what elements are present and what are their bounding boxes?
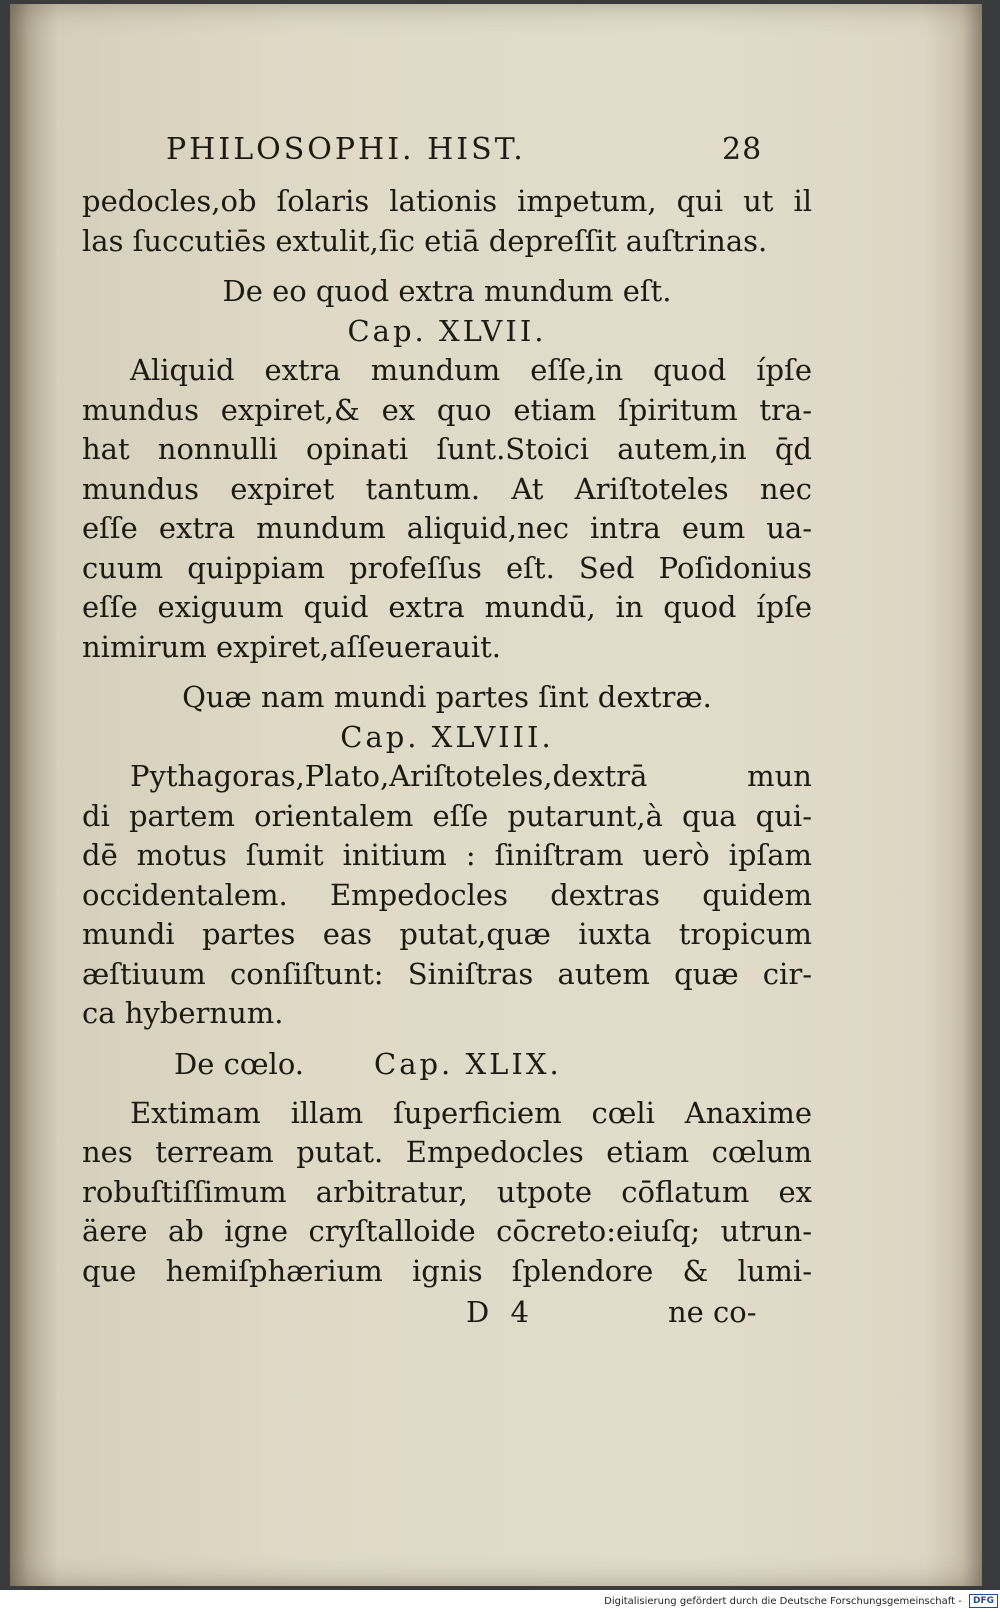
- chapter-number: Cap. XLVIII.: [340, 720, 554, 754]
- body-line: mundus expiret,& ex quo etiam ſpiritum tra-: [82, 392, 812, 427]
- body-line: æſtiuum conſiſtunt: Siniſtras autem quæ cir-: [82, 956, 812, 991]
- continuation-line: las ſuccutiēs extulit,ſic etiā depreſſit auſtrinas.: [82, 223, 768, 258]
- body-line: mundus expiret tantum. At Ariſtoteles nec: [82, 471, 812, 506]
- running-head-title: PHILOSOPHI. HIST.: [166, 132, 526, 167]
- body-line: occidentalem. Empedocles dextras quidem: [82, 877, 812, 912]
- body-line: Pythagoras,Plato,Ariſtoteles,dextrā mun: [130, 759, 812, 793]
- body-line: mundi partes eas putat,quæ iuxta tropicum: [82, 917, 812, 951]
- catchword: ne co-: [668, 1295, 757, 1329]
- body-line: äere ab igne cryſtalloide cōcreto:eiuſq; utrun-: [82, 1214, 812, 1248]
- body-line: Aliquid extra mundum eſſe,in quod ípſe: [130, 353, 812, 387]
- body-line: dē motus ſumit initium : ſiniſtram uerò ipſam: [82, 838, 812, 872]
- body-line: eſſe extra mundum aliquid,nec intra eum ua-: [82, 511, 812, 545]
- page-number: 28: [722, 132, 763, 167]
- body-line: di partem orientalem eſſe putarunt,à qua qui-: [82, 798, 812, 833]
- section-heading: Quæ nam mundi partes ſint dextræ.: [182, 680, 712, 714]
- dfg-logo: DFG: [969, 1594, 998, 1608]
- body-line: robuſtiſſimum arbitratur, utpote cōflatum ex: [82, 1174, 812, 1209]
- credit-text: Digitalisierung gefördert durch die Deutsche Forschungsgemeinschaft -: [604, 1596, 962, 1607]
- section-heading: De eo quod extra mundum eſt.: [222, 274, 672, 308]
- section-heading: De cœlo.: [174, 1046, 304, 1081]
- digitization-credit: [0, 1592, 998, 1612]
- text-block: [82, 122, 812, 1333]
- body-line: cuum quippiam profeſſus eſt. Sed Poſidonius: [82, 550, 812, 585]
- signature-mark: D 4: [466, 1295, 535, 1329]
- page-footer: [82, 1291, 812, 1333]
- running-head: [82, 122, 812, 182]
- body-line: eſſe exiguum quid extra mundū, in quod ípſe: [82, 590, 812, 624]
- book-page: [10, 4, 982, 1586]
- body-line: ca hybernum.: [82, 996, 284, 1030]
- body-line: nimirum expiret,aſſeuerauit.: [82, 629, 501, 664]
- continuation-line: pedocles,ob ſolaris lationis impetum, qui ut il: [82, 184, 812, 218]
- chapter-number: Cap. XLVII.: [347, 314, 547, 348]
- body-line: Extimam illam ſuperficiem cœli Anaxime: [130, 1095, 812, 1130]
- body-line: que hemiſphærium ignis ſplendore & lumi-: [82, 1253, 812, 1288]
- body-line: nes terream putat. Empedocles etiam cœlum: [82, 1135, 812, 1169]
- chapter-number: Cap. XLIX.: [374, 1046, 562, 1081]
- section-heading-row: [82, 1044, 812, 1084]
- body-line: hat nonnulli opinati ſunt.Stoici autem,in q̄d: [82, 432, 812, 466]
